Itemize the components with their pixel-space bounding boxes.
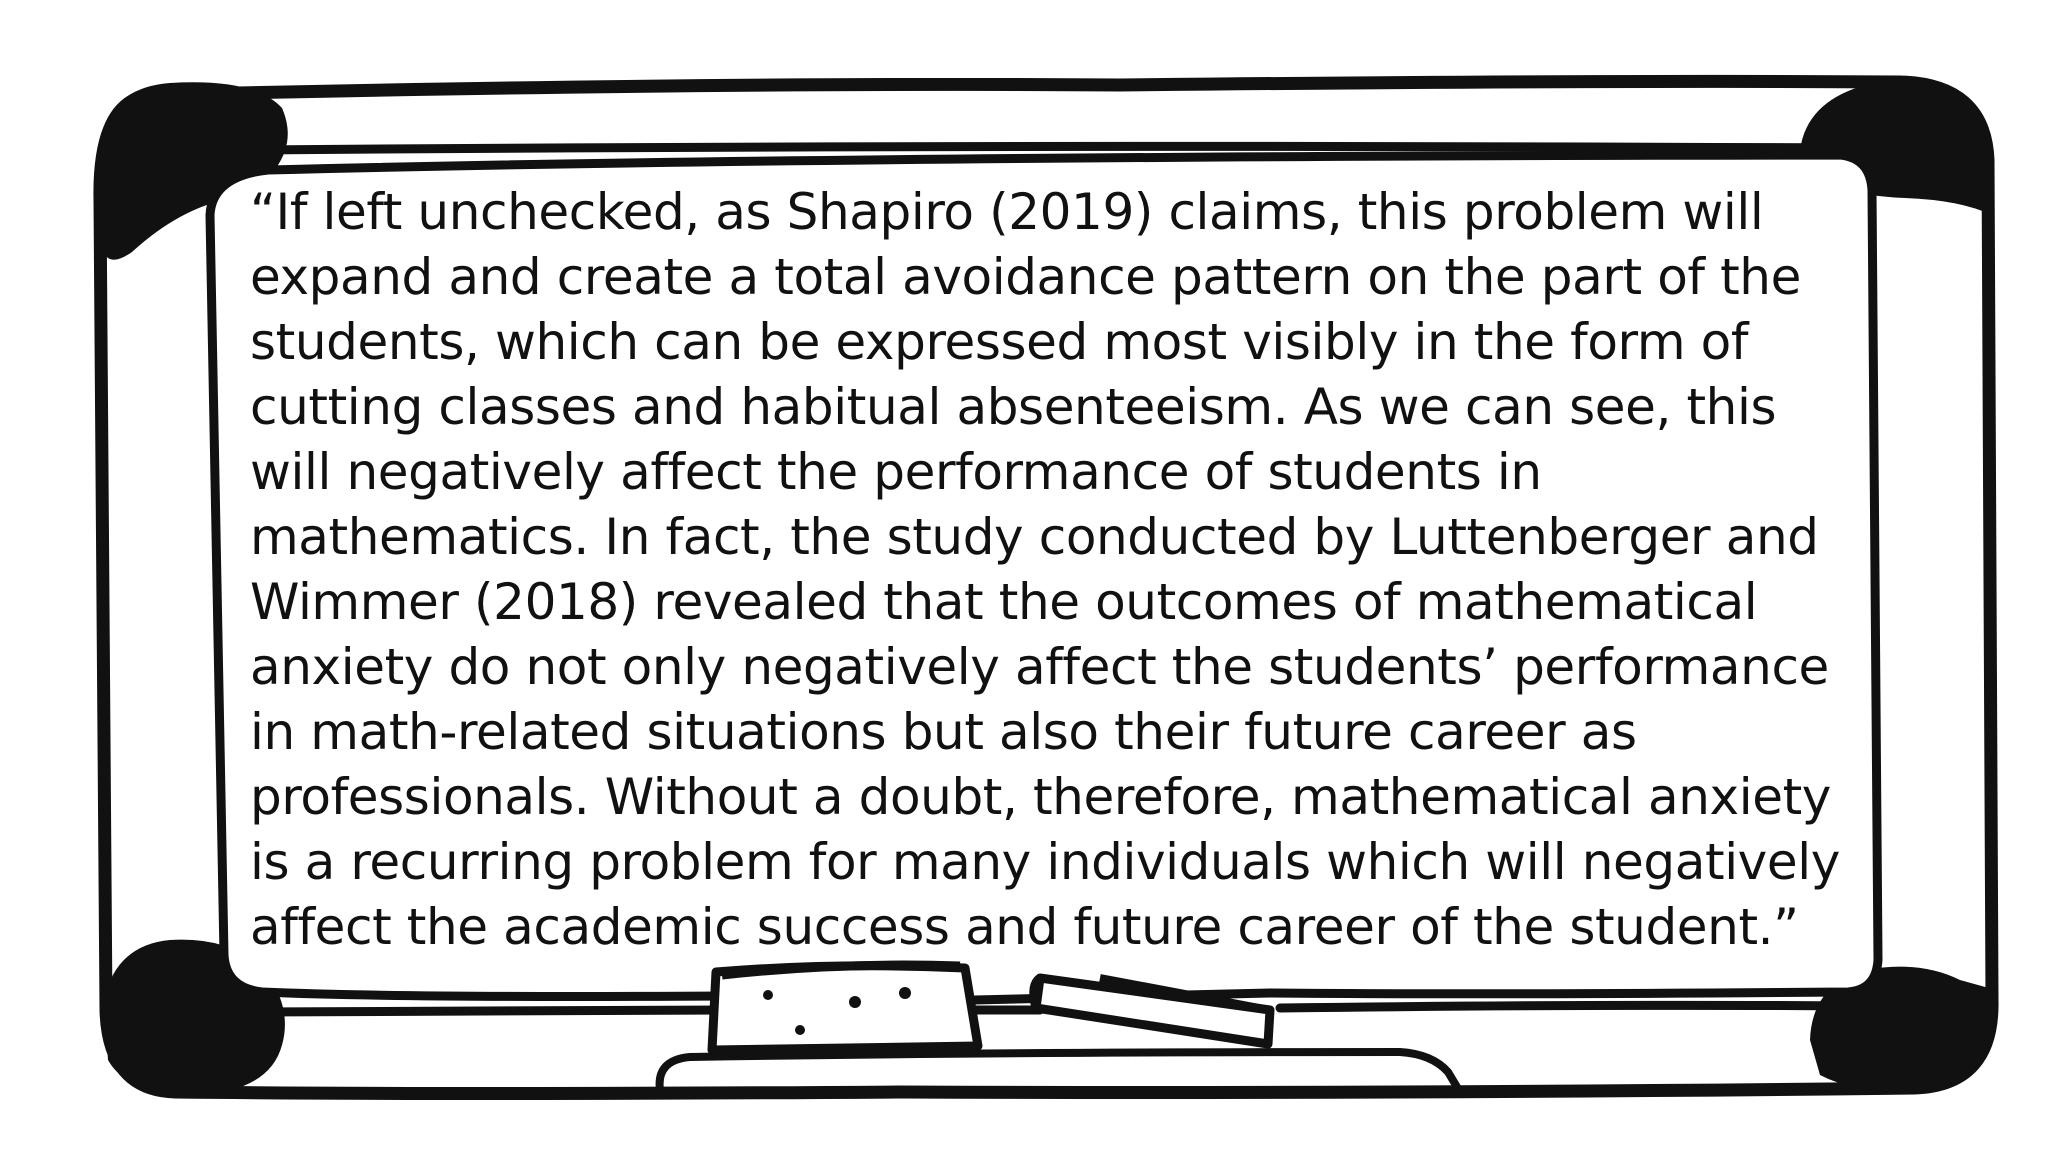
quote-line: Wimmer (2018) revealed that the outcomes of mathematical [250, 573, 1758, 631]
whiteboard-bottom-rail-left [255, 1010, 728, 1012]
quote-text [250, 180, 1850, 970]
eraser-icon [712, 965, 978, 1050]
quote-line: cutting classes and habitual absenteeism. As we can see, this [250, 378, 1777, 436]
whiteboard-bottom-rail-right [1280, 1005, 1860, 1008]
quote-line: expand and create a total avoidance pattern on the part of the [250, 248, 1801, 306]
quote-line: anxiety do not only negatively affect the students’ performance [250, 638, 1829, 696]
quote-line: students, which can be expressed most visibly in the form of [250, 313, 1749, 371]
quote-line: “If left unchecked, as Shapiro (2019) claims, this problem will [250, 183, 1764, 241]
quote-line: will negatively affect the performance of students in [250, 443, 1542, 501]
quote-line: affect the academic success and future career of the student.” [250, 898, 1799, 956]
quote-line: professionals. Without a doubt, therefore, mathematical anxiety [250, 768, 1831, 826]
quote-line: in math-related situations but also their future career as [250, 703, 1637, 761]
quote-line: mathematics. In fact, the study conducted by Luttenberger and [250, 508, 1819, 566]
quote-line: is a recurring problem for many individuals which will negatively [250, 833, 1840, 891]
whiteboard-top-rail [255, 146, 1850, 150]
